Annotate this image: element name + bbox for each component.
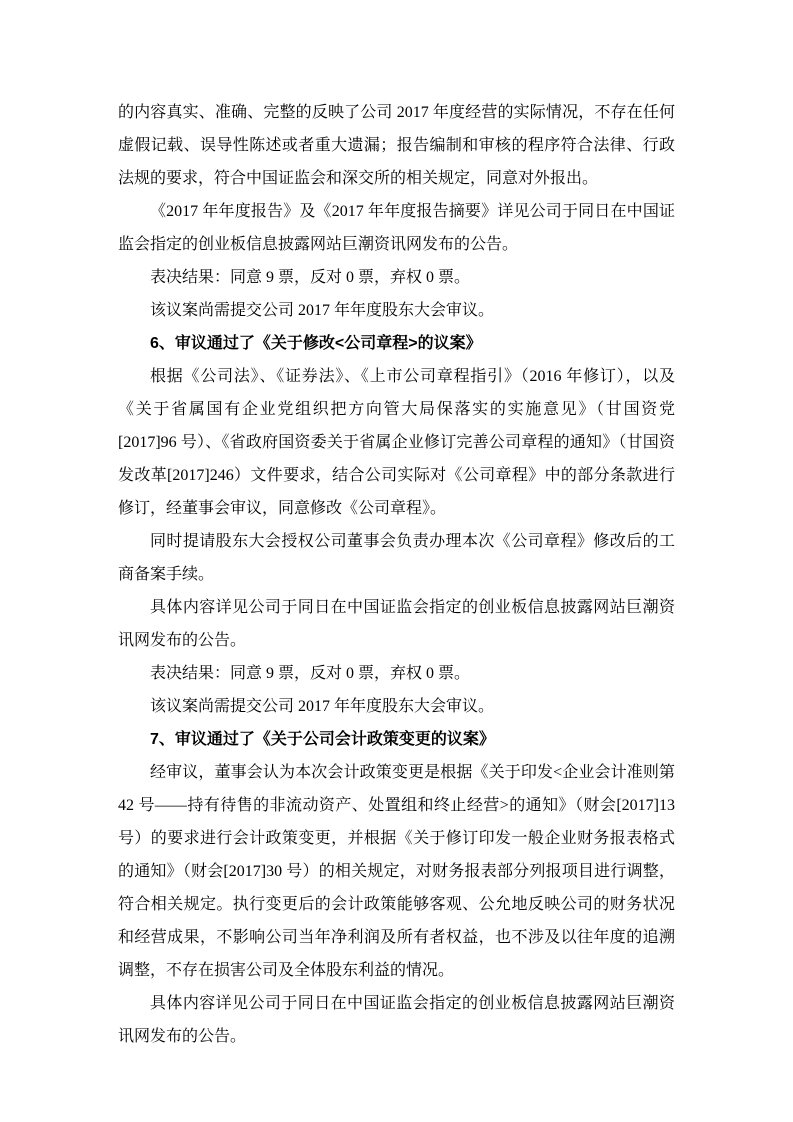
- paragraph: 表决结果：同意 9 票，反对 0 票，弃权 0 票。: [150, 269, 471, 286]
- paragraph: 具体内容详见公司于同日在中国证监会指定的创业板信息披露网站巨潮资讯网发布的公告。: [118, 599, 675, 649]
- paragraph: 的内容真实、准确、完整的反映了公司 2017 年度经营的实际情况，不存在任何虚假记载、误导性陈述或者重大遗漏；报告编制和审核的程序符合法律、行政法规的要求，符合中国证监会和深交所的相关规定，同意对外报出。: [118, 104, 675, 187]
- paragraph: 表决结果：同意 9 票，反对 0 票，弃权 0 票。: [150, 665, 471, 682]
- paragraph: 该议案尚需提交公司 2017 年年度股东大会审议。: [150, 302, 495, 319]
- section-heading: 6、审议通过了《关于修改<公司章程>的议案》: [150, 335, 482, 352]
- paragraph: 同时提请股东大会授权公司董事会负责办理本次《公司章程》修改后的工商备案手续。: [118, 533, 675, 583]
- document-body: [118, 96, 675, 1053]
- paragraph: 根据《公司法》、《证券法》、《上市公司章程指引》（2016 年修订），以及《关于省属国有企业党组织把方向管大局保落实的实施意见》（甘国资党[2017]96 号）、《省政府国资委关于省属企业修订完善公司章程的通知》（甘国资发改革[2017]246）文件要求，结合公司实际对《公司章程》中的部分条款进行修订，经董事会审议，同意修改《公司章程》。: [118, 368, 675, 517]
- paragraph: 该议案尚需提交公司 2017 年年度股东大会审议。: [150, 698, 495, 715]
- paragraph: 经审议，董事会认为本次会计政策变更是根据《关于印发<企业会计准则第 42 号——持有待售的非流动资产、处置组和终止经营>的通知》（财会[2017]13 号）的要求进行会计政策变更，并根据《关于修订印发一般企业财务报表格式的通知》（财会[2017]30 号）的相关规定，对财务报表部分列报项目进行调整，符合相关规定。执行变更后的会计政策能够客观、公允地反映公司的财务状况和经营成果，不影响公司当年净利润及所有者权益，也不涉及以往年度的追溯调整，不存在损害公司及全体股东利益的情况。: [118, 764, 675, 979]
- paragraph: 具体内容详见公司于同日在中国证监会指定的创业板信息披露网站巨潮资讯网发布的公告。: [118, 995, 675, 1045]
- section-heading: 7、审议通过了《关于公司会计政策变更的议案》: [150, 731, 495, 748]
- paragraph: 《2017 年年度报告》及《2017 年年度报告摘要》详见公司于同日在中国证监会指定的创业板信息披露网站巨潮资讯网发布的公告。: [118, 203, 675, 253]
